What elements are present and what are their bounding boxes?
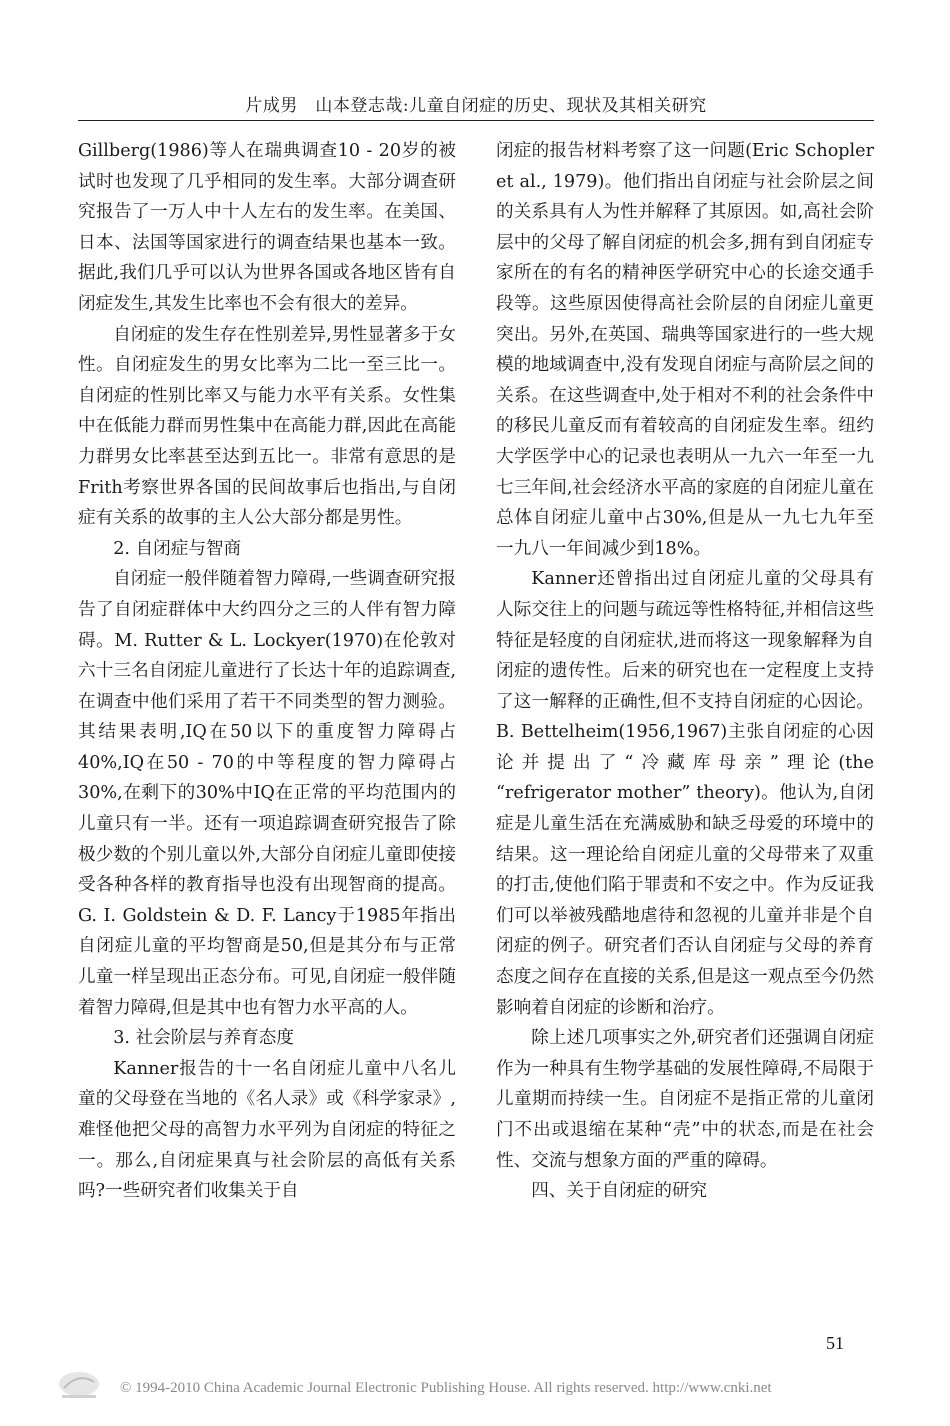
page-number: 51 — [826, 1333, 844, 1353]
right-column — [496, 136, 874, 1207]
section-heading: 3. 社会阶层与养育态度 — [113, 1028, 294, 1049]
body-paragraph: 除上述几项事实之外,研究者们还强调自闭症作为一种具有生物学基础的发展性障碍,不局限于儿童期而持续一生。自闭症不是指正常的儿童闭门不出或退缩在某种“壳”中的状态,而是在社会性、交流与想象方面的严重的障碍。 — [496, 1028, 874, 1171]
body-paragraph: Kanner还曾指出过自闭症儿童的父母具有人际交往上的问题与疏远等性格特征,并相信这些特征是轻度的自闭症状,进而将这一现象解释为自闭症的遗传性。后来的研究也在一定程度上支持了这一解释的正确性,但不支持自闭症的心因论。B. Bettelheim(1956,1967)主张自闭症的心因论并提出了“冷藏库母亲”理论(the “refrigerator mother” theory)。他认为,自闭症是儿童生活在充满威胁和缺乏母爱的环境中的结果。这一理论给自闭症儿童的父母带来了双重的打击,使他们陷于罪责和不安之中。作为反证我们可以举被残酷地虐待和忽视的儿童并非是个自闭症的例子。研究者们否认自闭症与父母的养育态度之间存在直接的关系,但是这一观点至今仍然影响着自闭症的诊断和治疗。 — [496, 569, 874, 1018]
body-paragraph: Kanner报告的十一名自闭症儿童中八名儿童的父母登在当地的《名人录》或《科学家录》,难怪他把父母的高智力水平列为自闭症的特征之一。那么,自闭症果真与社会阶层的高低有关系吗?一些研究者们收集关于自 — [78, 1058, 456, 1202]
copyright-footer: © 1994-2010 China Academic Journal Electronic Publishing House. All rights reserved. http://www.cnki.net — [120, 1380, 772, 1396]
header-rule — [78, 120, 874, 121]
section-heading: 四、关于自闭症的研究 — [531, 1181, 708, 1202]
body-paragraph: Gillberg(1986)等人在瑞典调查10 - 20岁的被试时也发现了几乎相同的发生率。大部分调查研究报告了一万人中十人左右的发生率。在美国、日本、法国等国家进行的调查结果也基本一致。据此,我们几乎可以认为世界各国或各地区皆有自闭症发生,其发生比率也不会有很大的差异。 — [78, 141, 456, 314]
body-paragraph: 闭症的报告材料考察了这一问题(Eric Schopler et al., 1979)。他们指出自闭症与社会阶层之间的关系具有人为性并解释了其原因。如,高社会阶层中的父母了解自闭症的机会多,拥有到自闭症专家所在的有名的精神医学研究中心的长途交通手段等。这些原因使得高社会阶层的自闭症儿童更突出。另外,在英国、瑞典等国家进行的一些大规模的地域调查中,没有发现自闭症与高阶层之间的关系。在这些调查中,处于相对不利的社会条件中的移民儿童反而有着较高的自闭症发生率。纽约大学医学中心的记录也表明从一九六一年至一九七三年间,社会经济水平高的家庭的自闭症儿童在总体自闭症儿童中占30%,但是从一九七九年至一九八一年间减少到18%。 — [496, 141, 874, 559]
cnki-logo-icon — [56, 1368, 102, 1402]
section-heading: 2. 自闭症与智商 — [113, 538, 242, 559]
running-header: 片成男 山本登志哉:儿童自闭症的历史、现状及其相关研究 — [245, 96, 707, 116]
left-column — [78, 136, 456, 1207]
body-paragraph: 自闭症的发生存在性别差异,男性显著多于女性。自闭症发生的男女比率为二比一至三比一。自闭症的性别比率又与能力水平有关系。女性集中在低能力群而男性集中在高能力群,因此在高能力群男女比率甚至达到五比一。非常有意思的是Frith考察世界各国的民间故事后也指出,与自闭症有关系的故事的主人公大部分都是男性。 — [78, 324, 456, 529]
body-paragraph: 自闭症一般伴随着智力障碍,一些调查研究报告了自闭症群体中大约四分之三的人伴有智力障碍。M. Rutter & L. Lockyer(1970)在伦敦对六十三名自闭症儿童进行了长达十年的追踪调查,在调查中他们采用了若干不同类型的智力测验。其结果表明,IQ在50以下的重度智力障碍占40%,IQ在50 - 70的中等程度的智力障碍占30%,在剩下的30%中IQ在正常的平均范围内的儿童只有一半。还有一项追踪调查研究报告了除极少数的个别儿童以外,大部分自闭症儿童即使接受各种各样的教育指导也没有出现智商的提高。G. I. Goldstein & D. F. Lancy于1985年指出自闭症儿童的平均智商是50,但是其分布与正常儿童一样呈现出正态分布。可见,自闭症一般伴随着智力障碍,但是其中也有智力水平高的人。 — [78, 569, 456, 1018]
